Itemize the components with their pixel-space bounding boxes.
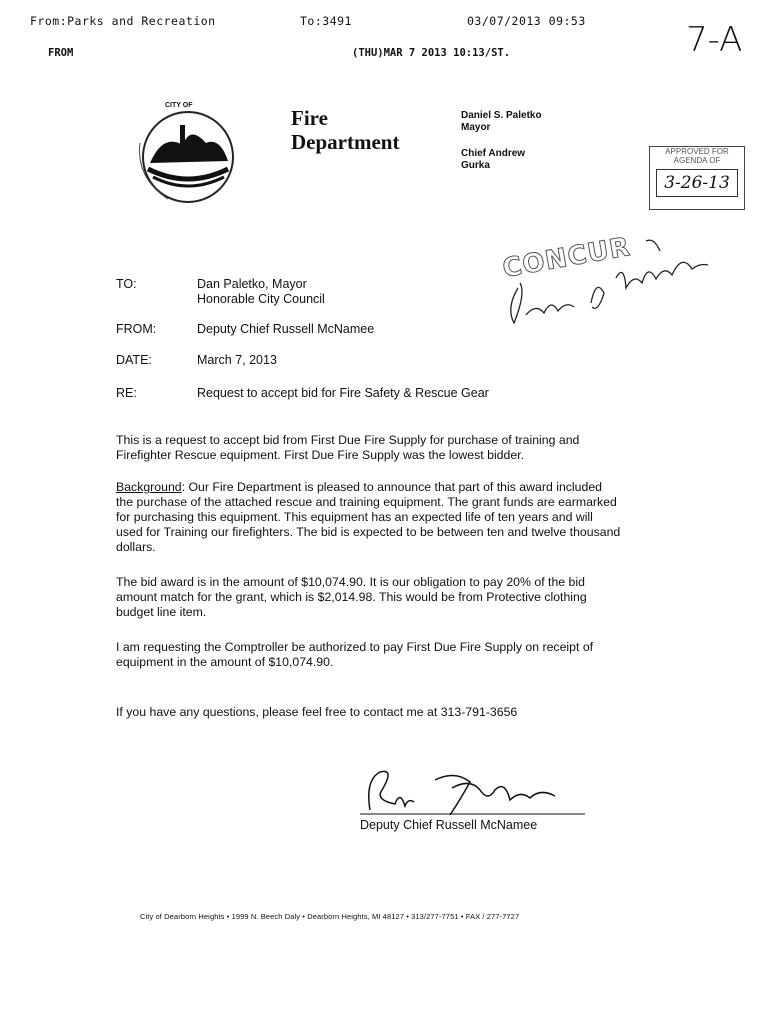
to-line2: Honorable City Council [197, 292, 325, 306]
paragraph-bid-award: The bid award is in the amount of $10,074.90. It is our obligation to pay 20% of the bid amount match for the grant, which is $2,014.98. This would be from Protective clothing budget line item. [116, 575, 587, 619]
department-line1: Fire [291, 106, 328, 130]
chief-line1: Chief Andrew [461, 148, 526, 159]
from-label: FROM: [116, 322, 157, 336]
mayor-signature [496, 233, 711, 333]
paragraph-comptroller: I am requesting the Comptroller be authorized to pay First Due Fire Supply on receipt of equipment in the amount of $10,074.90. [116, 640, 594, 669]
agenda-number: 7-A [686, 20, 743, 60]
fax-from: From:Parks and Recreation [30, 14, 216, 28]
department-line2: Department [291, 130, 400, 154]
background-text: : Our Fire Department is pleased to announce that part of this award included the purchase of the attached rescue and training equipment. The grant funds are earmarked for purchasing this equipment. This equipment has an expected life of ten years and will used for Training our firefighters. The bid is expected to be between ten and twelve thousand dollars. [116, 480, 621, 554]
background-heading: Background [116, 480, 182, 494]
date-value: March 7, 2013 [197, 353, 277, 367]
fax-timestamp: (THU)MAR 7 2013 10:13/ST. [352, 47, 511, 59]
re-label: RE: [116, 386, 137, 400]
re-value: Request to accept bid for Fire Safety & Rescue Gear [197, 386, 489, 400]
fax-from-line2: FROM [48, 47, 74, 59]
fax-to: To:3491 [300, 14, 352, 28]
chief-line2: Gurka [461, 160, 490, 171]
approval-stamp-line1: APPROVED FOR [665, 147, 729, 156]
footer-address: City of Dearborn Heights • 1999 N. Beech Daly • Dearborn Heights, MI 48127 • 313/277-7751 • FAX / 277-7727 [140, 912, 520, 921]
paragraph-contact: If you have any questions, please feel free to contact me at 313-791-3656 [116, 705, 518, 719]
seal-text: CITY OF [165, 102, 193, 109]
city-seal [128, 103, 253, 208]
signature-name: Deputy Chief Russell McNamee [360, 818, 538, 832]
to-line1: Dan Paletko, Mayor [197, 277, 307, 291]
paragraph-background [116, 480, 621, 555]
mayor-title: Mayor [461, 122, 491, 133]
chief-block [461, 148, 525, 172]
fax-datetime: 03/07/2013 09:53 [467, 14, 586, 28]
department-name [291, 106, 399, 154]
concur-stamp: CONCUR [500, 232, 633, 284]
from-value: Deputy Chief Russell McNamee [197, 322, 375, 336]
mayor-name: Daniel S. Paletko [461, 110, 542, 121]
to-value [197, 277, 325, 307]
approval-stamp-date: 3-26-13 [656, 169, 738, 197]
date-label: DATE: [116, 353, 152, 367]
approval-stamp-line2: AGENDA OF [673, 156, 721, 165]
deputy-chief-signature [340, 760, 600, 822]
mayor-block [461, 110, 542, 134]
paragraph-request: This is a request to accept bid from First Due Fire Supply for purchase of training and Firefighter Rescue equipment. First Due Fire Supply was the lowest bidder. [116, 433, 580, 462]
approval-stamp [649, 146, 745, 210]
to-label: TO: [116, 277, 137, 291]
